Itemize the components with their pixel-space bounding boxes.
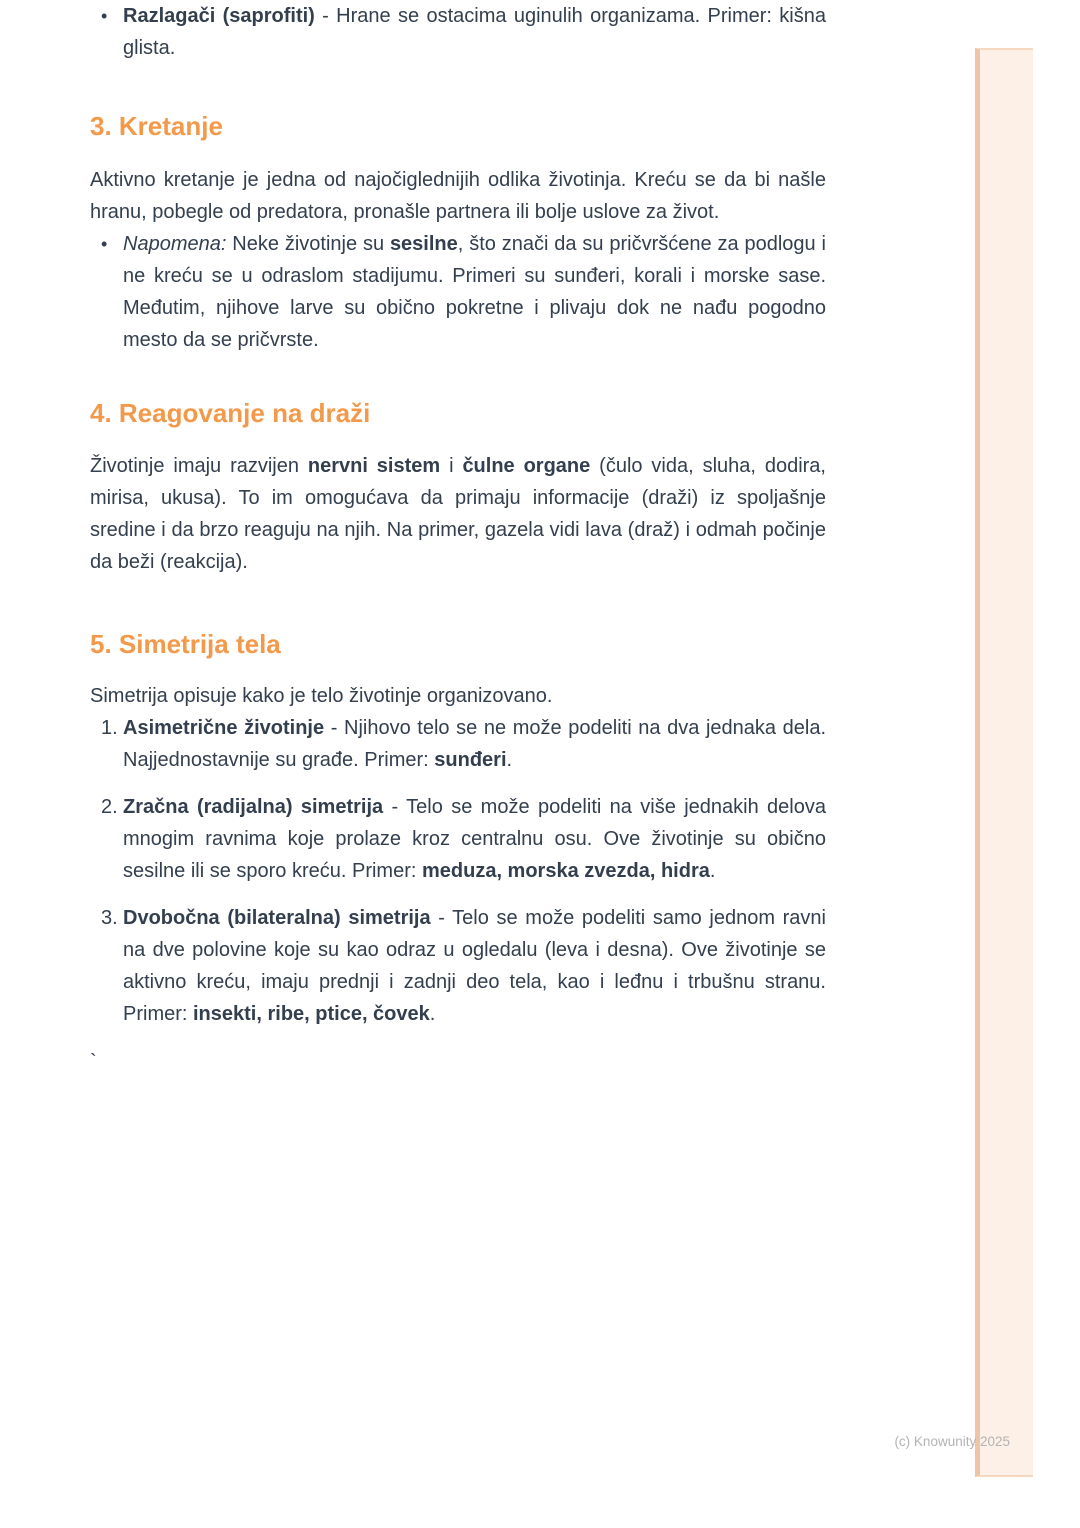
symmetry-term: Zračna (radijalna) simetrija	[123, 796, 384, 818]
symmetry-text-end: .	[429, 1003, 436, 1025]
note-text-1: Neke životinje su	[226, 233, 390, 255]
copyright-text: (c) Knowunity 2025	[894, 1434, 1010, 1449]
decorative-stripe	[975, 48, 1033, 1477]
symmetry-text-end: .	[506, 749, 513, 771]
symmetry-text: - Telo se može podeliti na više jednakih delova mnogim ravnima koje prolaze kroz centralnu osu. Ove životinje su obično sesilne ili se sporo kreću. Primer:	[123, 796, 826, 882]
symmetry-list	[90, 712, 826, 1030]
symmetry-term: Asimetrične životinje	[123, 717, 325, 739]
reagovanje-term-2: čulne organe	[462, 455, 591, 477]
reagovanje-text-2: i	[440, 455, 463, 477]
symmetry-examples: meduza, morska zvezda, hidra	[421, 860, 710, 882]
reagovanje-text-3: (čulo vida, sluha, dodira, mirisa, ukusa). To im omogućava da primaju informacije (draži) iz spoljašnje sredine i da brzo reaguju na njih. Na primer, gazela vidi lava (draž) i odmah počinje da beži (reakcija).	[90, 455, 826, 573]
section-heading-simetrija: 5. Simetrija tela	[90, 629, 281, 659]
reagovanje-term-1: nervni sistem	[307, 455, 441, 477]
symmetry-examples: sunđeri	[434, 749, 507, 771]
symmetry-text: - Telo se može podeliti samo jednom ravni na dve polovine koje su kao odraz u ogledalu (leva i desna). Ove životinje se aktivno kreću, imaju prednji i zadnji deo tela, kao i leđnu i trbušnu stranu. Primer:	[123, 907, 826, 1025]
section-heading-reagovanje: 4. Reagovanje na draži	[90, 398, 371, 428]
section-heading-kretanje: 3. Kretanje	[90, 111, 223, 141]
note-text-2: , što znači da su pričvršćene za podlogu i ne kreću se u odraslom stadijumu. Primeri su sunđeri, korali i morske sase. Međutim, njihove larve su obično pokretne i plivaju dok ne nađu pogodno mesto da se pričvrste.	[123, 233, 826, 351]
symmetry-text: - Njihovo telo se ne može podeliti na dva jednaka dela. Najjednostavnije su građe. Primer:	[123, 717, 827, 771]
decomposers-bullet	[90, 0, 826, 64]
note-term: sesilne	[389, 233, 458, 255]
symmetry-examples: insekti, ribe, ptice, čovek	[193, 1003, 430, 1025]
list-number: 2.	[101, 796, 118, 818]
reagovanje-text-1: Životinje imaju razvijen	[90, 455, 308, 477]
kretanje-paragraph: Aktivno kretanje je jedna od najočiglednijih odlika životinja. Kreću se da bi našle hranu, pobegle od predatora, pronašle partnera ili bolje uslove za život.	[90, 169, 826, 223]
note-bullet	[90, 228, 826, 356]
symmetry-item-bilateral	[90, 902, 826, 1030]
decomposers-text: - Hrane se ostacima uginulih organizama. Primer: kišna glista.	[123, 5, 826, 59]
decomposers-term: Razlagači (saprofiti)	[123, 5, 315, 27]
bullet-marker: •	[101, 234, 108, 254]
simetrija-intro: Simetrija opisuje kako je telo životinje organizovano.	[90, 685, 553, 707]
page-content	[90, 0, 826, 1078]
symmetry-text-end: .	[709, 860, 716, 882]
symmetry-item-asymmetric	[90, 712, 826, 776]
symmetry-item-radial	[90, 791, 826, 887]
bullet-marker: •	[101, 6, 108, 26]
stray-backtick: `	[90, 1051, 97, 1073]
symmetry-term: Dvobočna (bilateralna) simetrija	[123, 907, 431, 929]
list-number: 3.	[101, 907, 118, 929]
decomposers-bullet-list	[90, 0, 826, 64]
note-label: Napomena:	[123, 233, 227, 255]
reagovanje-paragraph	[90, 450, 826, 578]
note-bullet-list	[90, 228, 826, 356]
list-number: 1.	[101, 717, 118, 739]
